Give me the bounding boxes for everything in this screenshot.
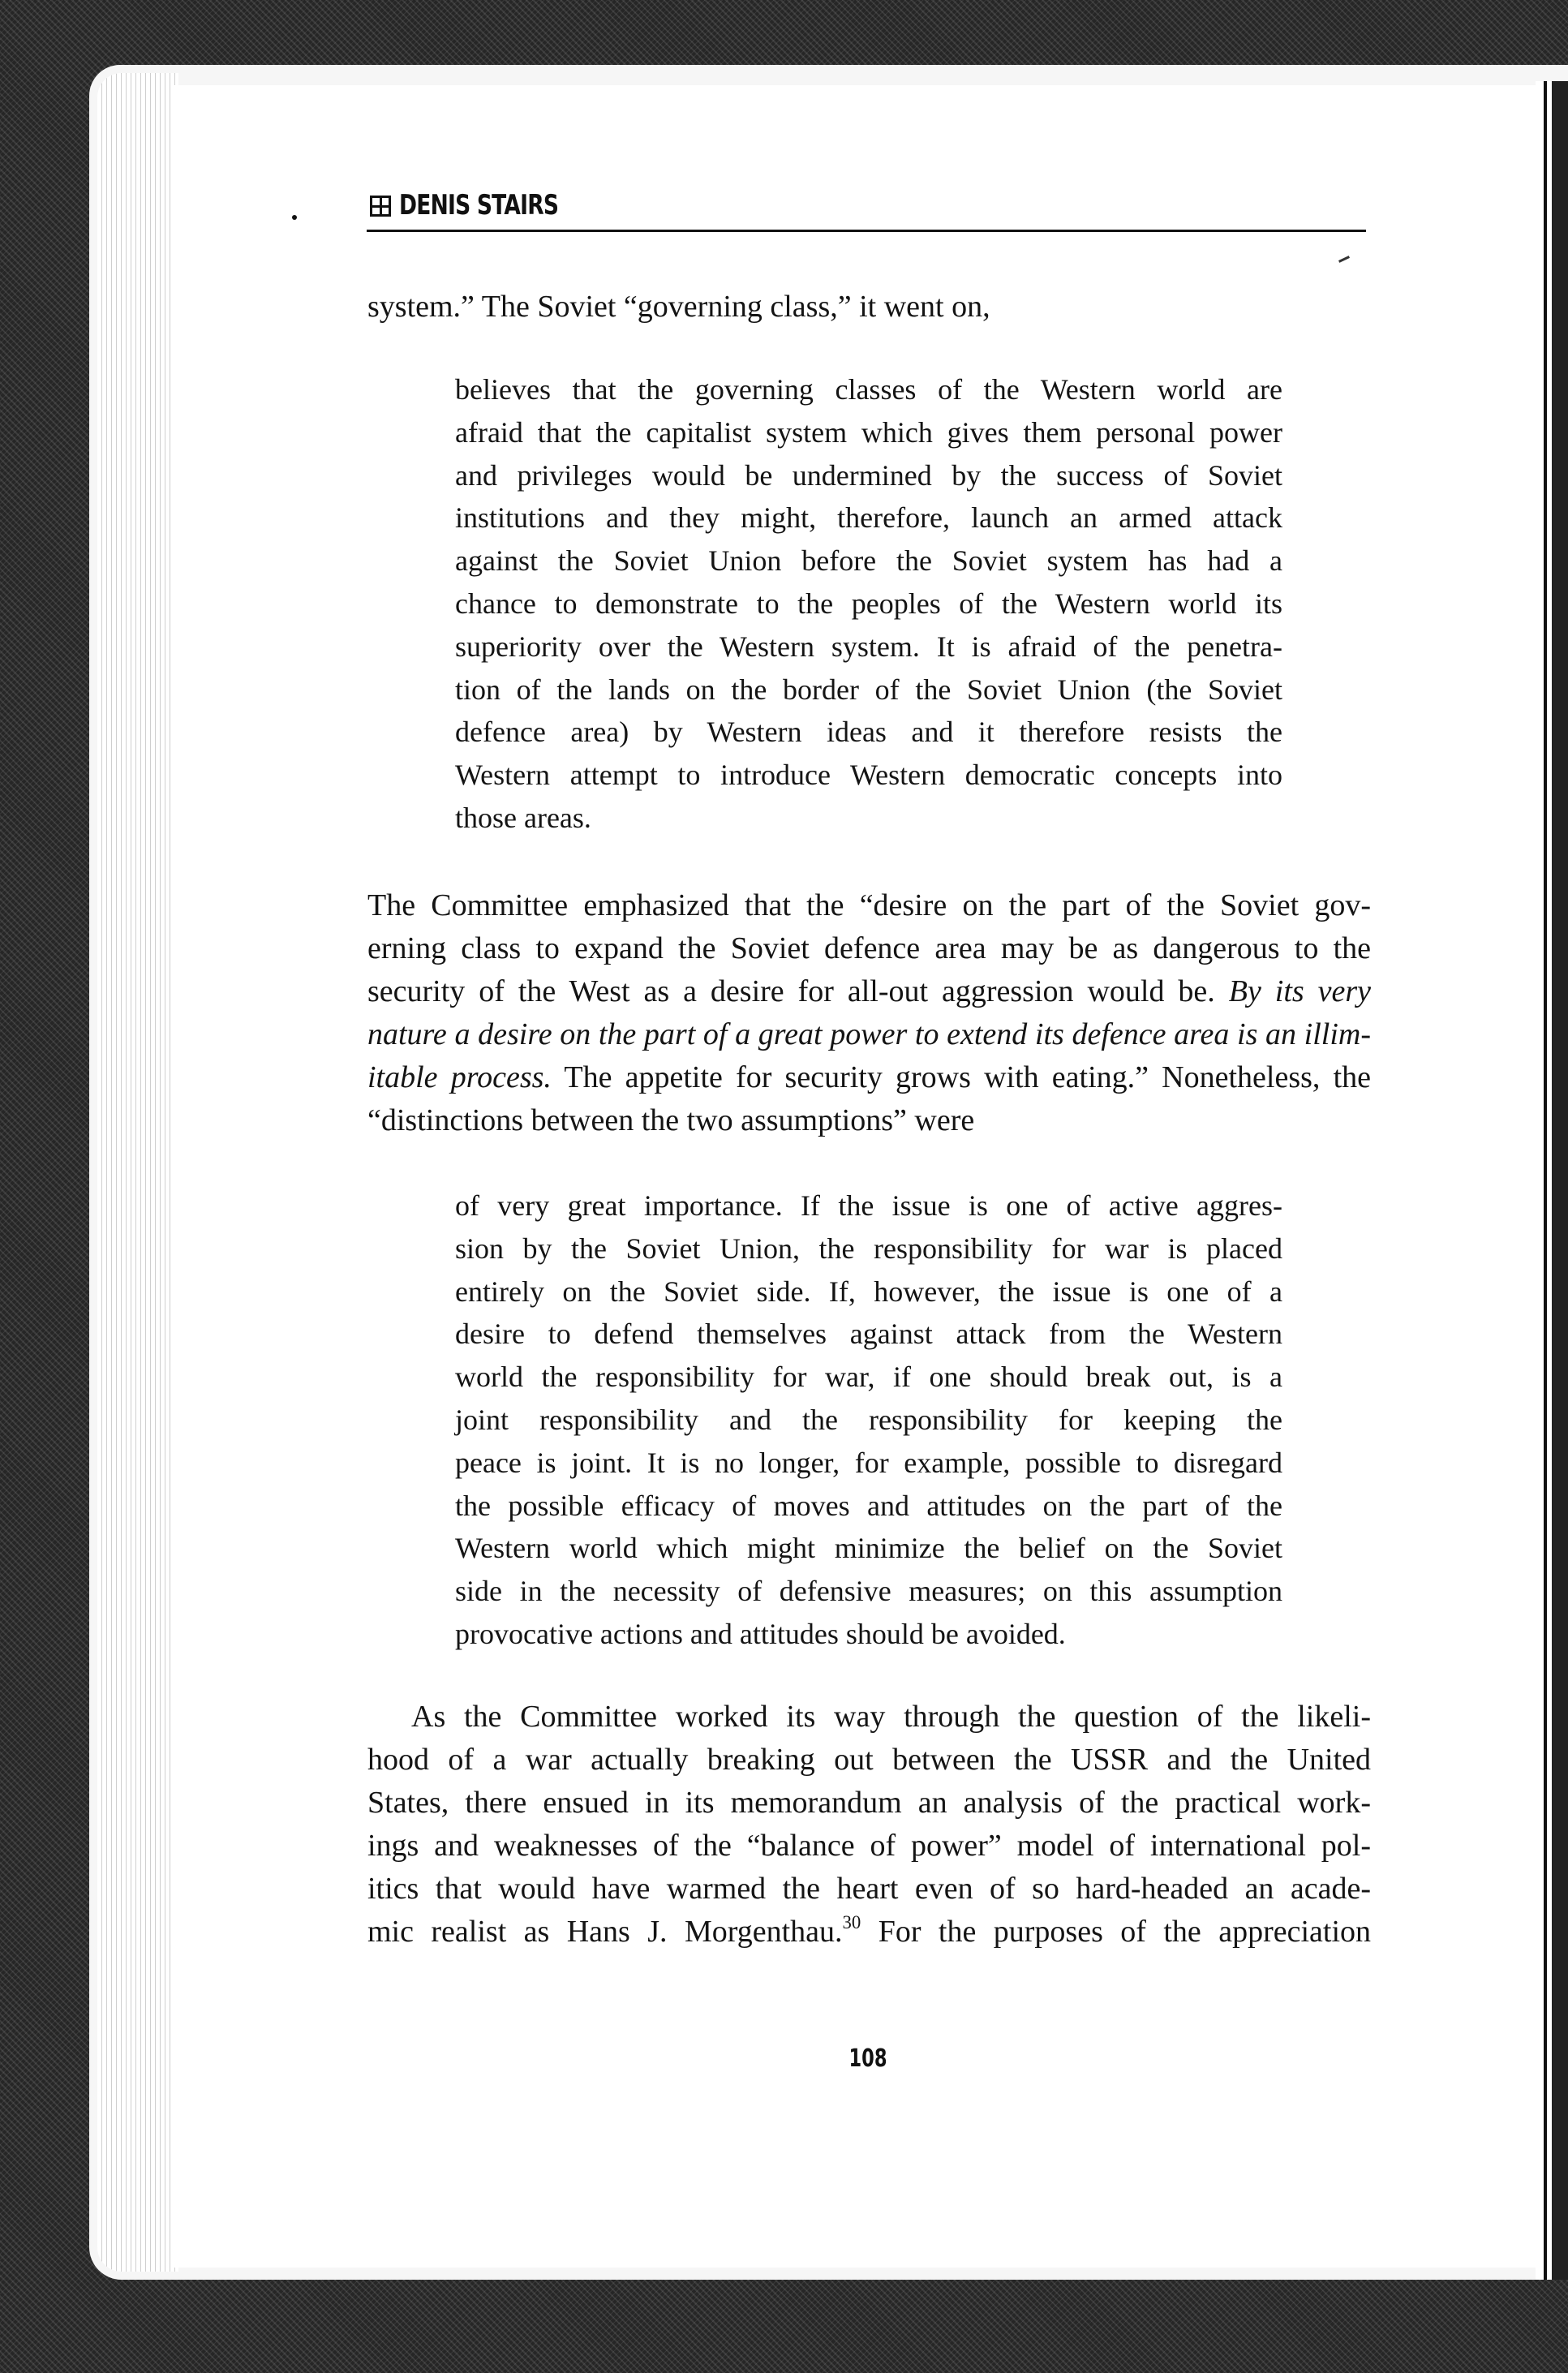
text-line: superiority over the Western system. It is afraid of the penetra- xyxy=(455,630,1282,663)
footnote-marker: 30 xyxy=(842,1912,861,1933)
text-line: against the Soviet Union before the Soviet system has had a xyxy=(455,544,1282,578)
text-line: hood of a war actually breaking out between the USSR and the United xyxy=(367,1743,1371,1777)
text-line: those areas. xyxy=(455,801,591,834)
text-line: defence area) by Western ideas and it therefore resists the xyxy=(455,716,1282,749)
text-line: ings and weaknesses of the “balance of power” model of international pol- xyxy=(367,1829,1371,1863)
text-line: itics that would have warmed the heart even of so hard-headed an acade- xyxy=(367,1872,1371,1906)
text-line xyxy=(367,970,1371,1013)
text-line: the possible efficacy of moves and attitudes on the part of the xyxy=(455,1489,1282,1522)
text-run: security of the West as a desire for all-out aggression would be. xyxy=(367,974,1229,1008)
text-line: sion by the Soviet Union, the responsibility for war is placed xyxy=(455,1232,1282,1265)
text-line: of very great importance. If the issue is one of active aggres- xyxy=(455,1189,1282,1222)
text-line: and privileges would be undermined by the success of Soviet xyxy=(455,458,1282,492)
page-number: 108 xyxy=(848,2044,887,2073)
text-line: The Committee emphasized that the “desire on the part of the Soviet gov- xyxy=(367,888,1371,922)
text-line: As the Committee worked its way through the question of the likeli- xyxy=(411,1700,1371,1734)
page-right-edge xyxy=(1536,81,1568,2280)
text-line: joint responsibility and the responsibility for keeping the xyxy=(455,1403,1282,1436)
emphasis-text: itable process. xyxy=(367,1060,552,1094)
text-line: afraid that the capitalist system which gives them personal power xyxy=(455,415,1282,449)
stray-mark xyxy=(292,215,297,220)
text-run: The appetite for security grows with eating.” Nonetheless, the xyxy=(551,1060,1371,1094)
paragraph-3 xyxy=(367,1696,1371,1954)
text-line: Western attempt to introduce Western democratic concepts into xyxy=(455,759,1282,792)
paragraph-2 xyxy=(367,884,1371,1142)
text-line xyxy=(367,1911,1371,1954)
text-line: system.” The Soviet “governing class,” it went on, xyxy=(367,290,990,324)
text-line: world the responsibility for war, if one should break out, is a xyxy=(455,1361,1282,1394)
text-line: chance to demonstrate to the peoples of the Western world its xyxy=(455,587,1282,620)
text-line: institutions and they might, therefore, launch an armed attack xyxy=(455,501,1282,535)
book-emblem-icon xyxy=(370,196,391,217)
text-line: desire to defend themselves against attack from the Western xyxy=(455,1318,1282,1351)
block-quote-2 xyxy=(455,1184,1282,1656)
paragraph-1 xyxy=(367,286,1049,329)
text-line: provocative actions and attitudes should be avoided. xyxy=(455,1617,1066,1650)
text-run: For the purposes of the appreciation xyxy=(861,1915,1371,1949)
page-stack-edge xyxy=(97,73,178,2272)
text-line: “distinctions between the two assumptions” were xyxy=(367,1103,975,1137)
block-quote-1 xyxy=(455,368,1282,840)
text-run: mic realist as Hans J. Morgenthau. xyxy=(367,1915,843,1949)
running-head xyxy=(367,189,1366,232)
text-line: believes that the governing classes of the Western world are xyxy=(455,373,1282,406)
text-line: peace is joint. It is no longer, for example, possible to disregard xyxy=(455,1446,1282,1479)
text-line: Western world which might minimize the belief on the Soviet xyxy=(455,1532,1282,1565)
text-line: erning class to expand the Soviet defence area may be as dangerous to the xyxy=(367,931,1371,965)
running-head-title: DENIS STAIRS xyxy=(399,189,559,221)
text-line: tion of the lands on the border of the Soviet Union (the Soviet xyxy=(455,673,1282,706)
text-line: States, there ensued in its memorandum an analysis of the practical work- xyxy=(367,1786,1371,1820)
text-line: entirely on the Soviet side. If, however, the issue is one of a xyxy=(455,1275,1282,1308)
text-line: side in the necessity of defensive measures; on this assumption xyxy=(455,1575,1282,1608)
text-line xyxy=(367,1056,1371,1099)
emphasis-line: nature a desire on the part of a great power to extend its defence area is an illim- xyxy=(367,1017,1371,1051)
emphasis-text: By its very xyxy=(1228,974,1371,1008)
